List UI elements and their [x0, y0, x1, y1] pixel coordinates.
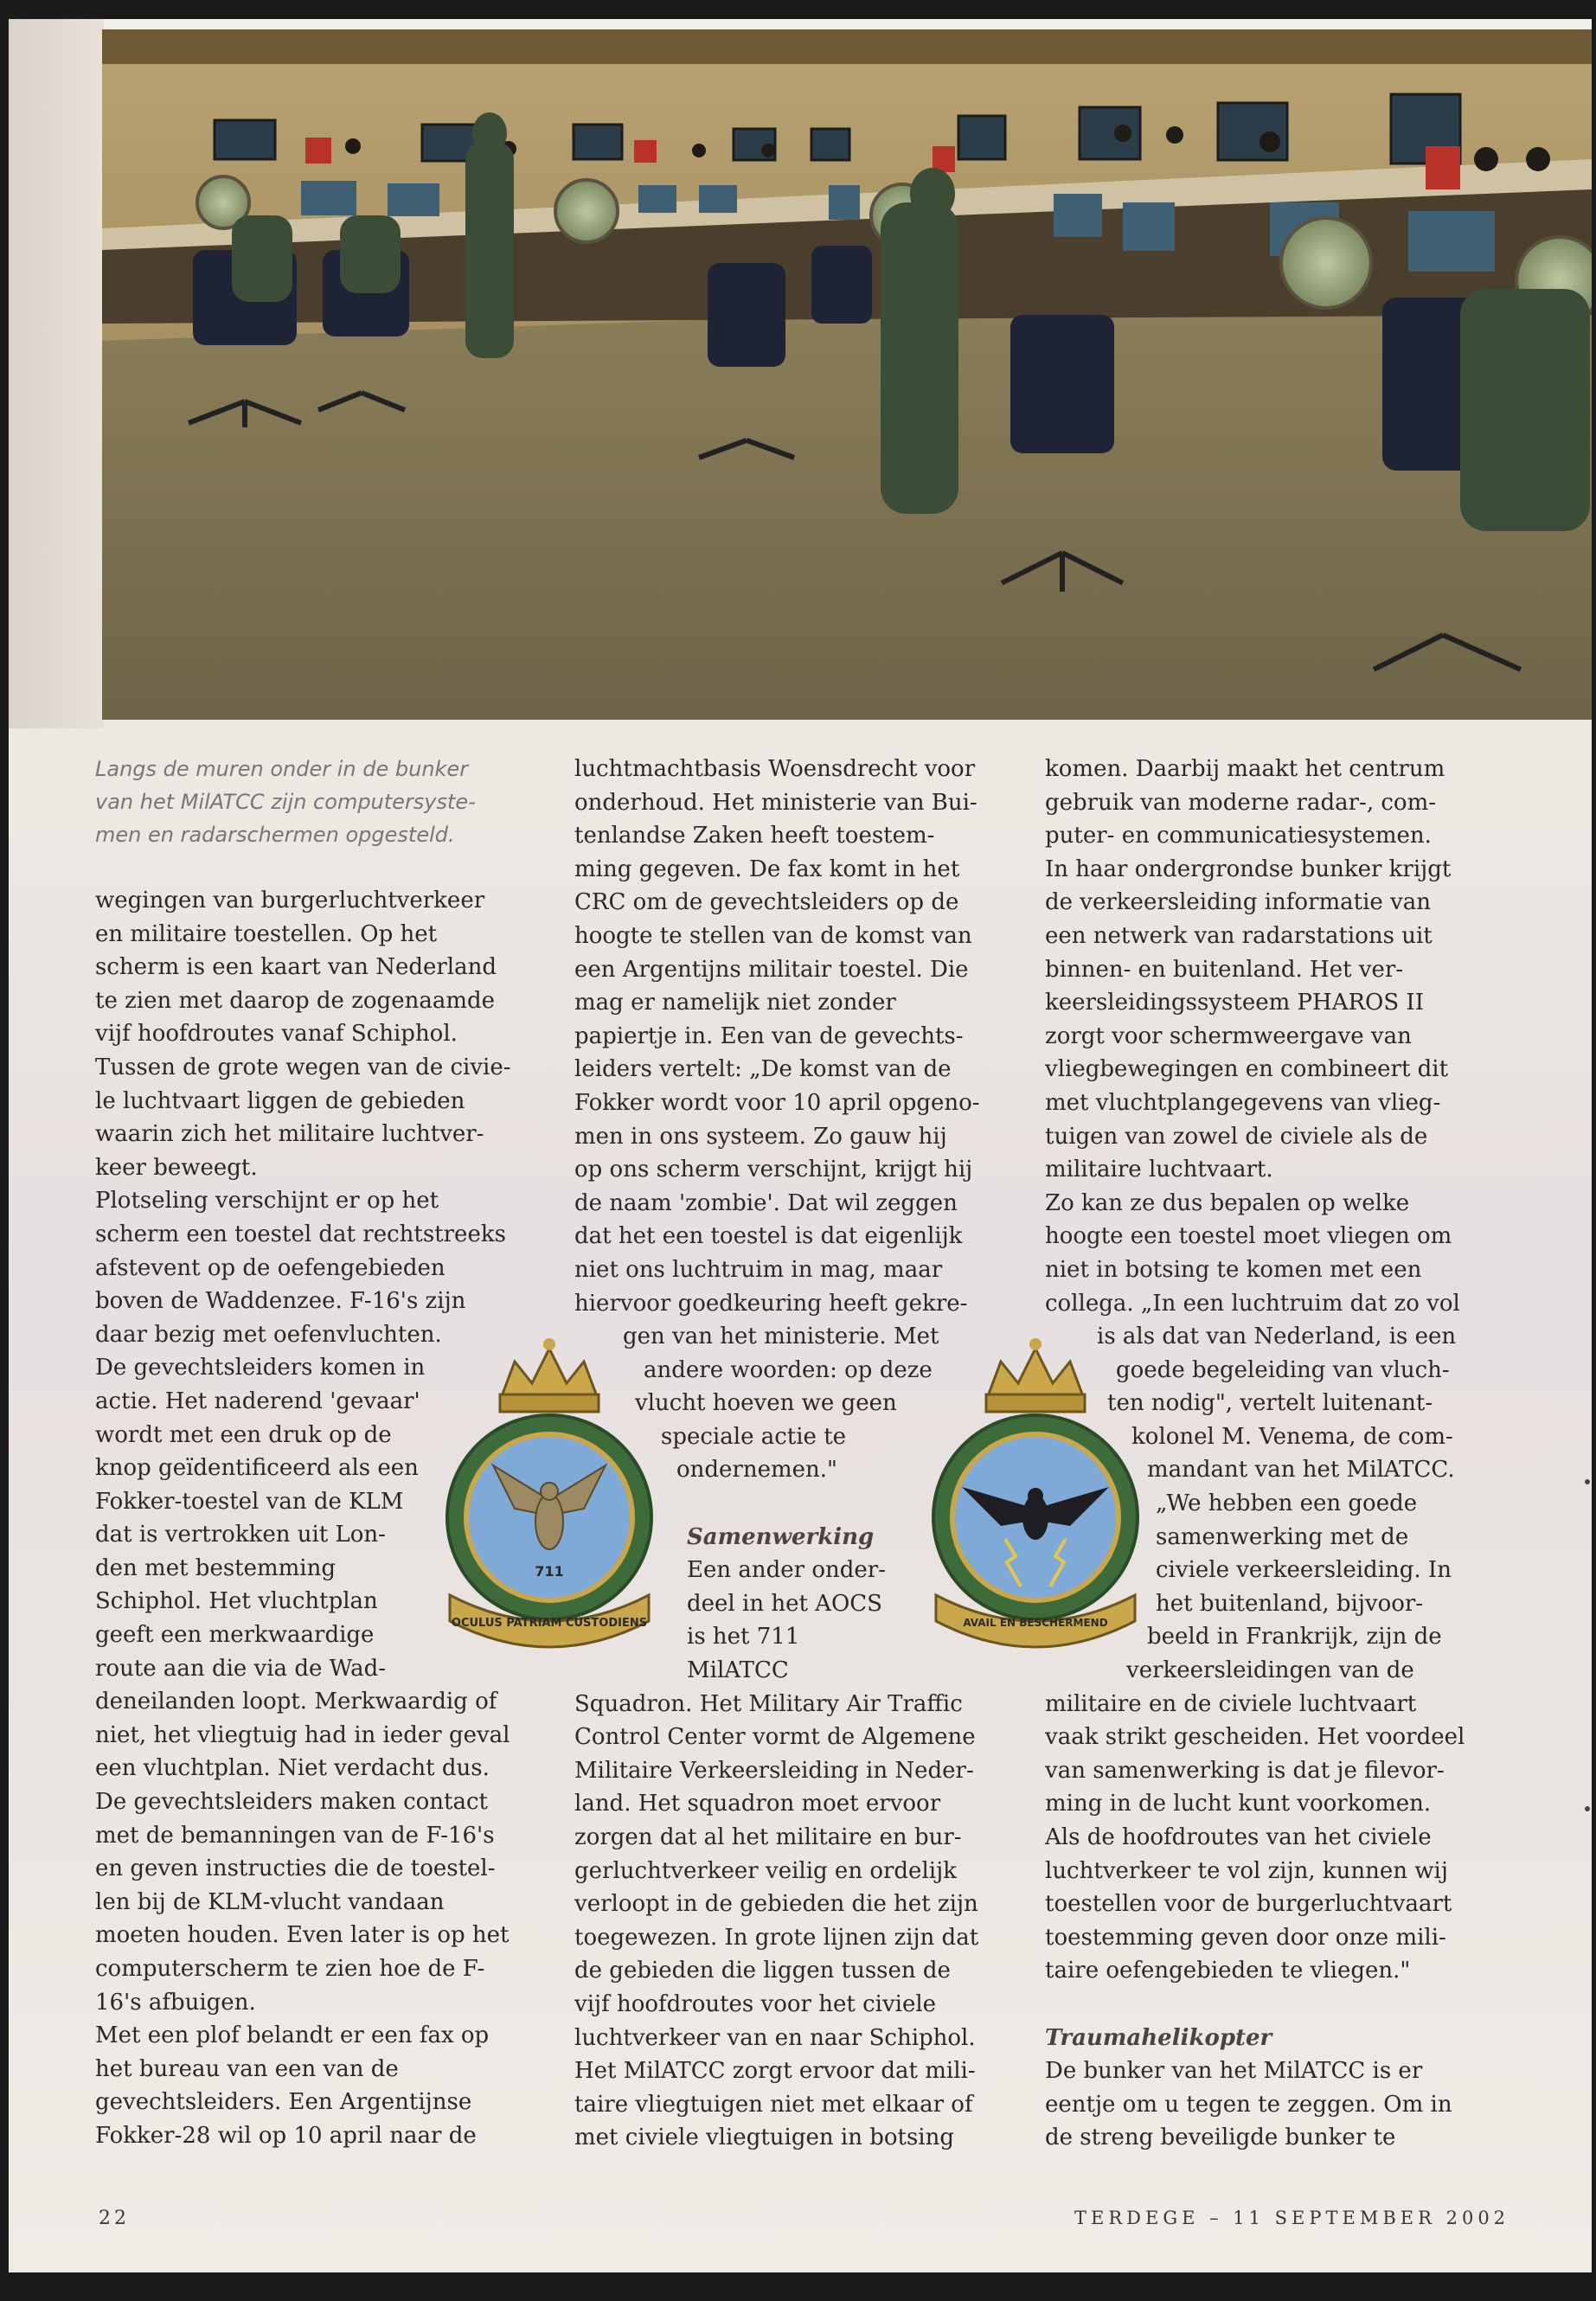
text-line: route aan die via de Wad- — [95, 1655, 387, 1682]
text-line: mandant van het MilATCC. — [1147, 1457, 1455, 1484]
text-line: hiervoor goedkeuring heeft gekre- — [574, 1290, 968, 1317]
text-line: zorgen dat al het militaire en bur- — [574, 1824, 962, 1850]
text-line: zorgt voor schermweergave van — [1045, 1022, 1412, 1049]
text-line: keersleidingssysteem PHAROS II — [1045, 990, 1424, 1016]
text-line: moeten houden. Even later is op het — [95, 1922, 510, 1949]
text-line: puter- en communicatiesystemen. — [1045, 823, 1432, 849]
text-line: De gevechtsleiders komen in — [95, 1355, 426, 1381]
text-line: Fokker-28 wil op 10 april naar de — [95, 2122, 477, 2149]
text-line: gevechtsleiders. Een Argentijnse — [95, 2089, 472, 2116]
text-line: De gevechtsleiders maken contact — [95, 1789, 489, 1816]
text-line: van samenwerking is dat je filevor- — [1045, 1757, 1445, 1784]
text-line: hoogte een toestel moet vliegen om — [1045, 1223, 1452, 1250]
text-line: samenwerking met de — [1156, 1523, 1409, 1550]
crown-icon — [500, 1338, 599, 1412]
text-line: de naam 'zombie'. Dat wil zeggen — [574, 1189, 958, 1216]
text-line: eentje om u tegen te zeggen. Om in — [1045, 2091, 1452, 2118]
text-line: een Argentijns militair toestel. Die — [574, 956, 969, 983]
text-line: Als de hoofdroutes van het civiele — [1045, 1824, 1432, 1850]
text-line: een vluchtplan. Niet verdacht dus. — [95, 1755, 490, 1782]
text-line: Plotseling verschijnt er op het — [95, 1188, 439, 1215]
text-line: men in ons systeem. Zo gauw hij — [574, 1123, 947, 1150]
text-line: taire vliegtuigen niet met elkaar of — [574, 2091, 973, 2118]
text-line: knop geïdentificeerd als een — [95, 1455, 419, 1482]
emblem-number: 711 — [535, 1563, 564, 1580]
text-line: mag er namelijk niet zonder — [574, 990, 896, 1016]
text-line: gen van het ministerie. Met — [623, 1324, 939, 1350]
text-line: de streng beveiligde bunker te — [1045, 2125, 1396, 2151]
text-line: leiders vertelt: „De komst van de — [574, 1056, 952, 1083]
text-line: waarin zich het militaire luchtver- — [95, 1121, 484, 1148]
text-line: geeft een merkwaardige — [95, 1622, 375, 1649]
text-line: te zien met daarop de zogenaamde — [95, 987, 496, 1014]
text-line — [1045, 1988, 1465, 2022]
page-mark — [1585, 1806, 1590, 1811]
text-line: computerscherm te zien hoe de F- — [95, 1956, 485, 1982]
text-line: verloopt in de gebieden die het zijn — [574, 1891, 978, 1918]
text-line: vlucht hoeven we geen — [635, 1390, 897, 1417]
text-line: Squadron. Het Military Air Traffic — [574, 1690, 963, 1717]
text-line: militaire en de civiele luchtvaart — [1045, 1690, 1417, 1717]
text-line: gebruik van moderne radar-, com- — [1045, 789, 1437, 816]
text-line: actie. Het naderend 'gevaar' — [95, 1388, 420, 1414]
text-line: luchtverkeer te vol zijn, kunnen wij — [1045, 1857, 1448, 1884]
control-room-photo — [102, 29, 1592, 720]
text-line: 16's afbuigen. — [95, 1989, 256, 2016]
text-line: met vluchtplangegevens van vlieg- — [1045, 1089, 1441, 1116]
text-line: vijf hoofdroutes vanaf Schiphol. — [95, 1021, 458, 1048]
squadron-711-emblem — [433, 1336, 666, 1664]
text-line: De bunker van het MilATCC is er — [1045, 2058, 1423, 2085]
text-line: Control Center vormt de Algemene — [574, 1724, 976, 1751]
text-line: deel in het AOCS — [687, 1590, 882, 1617]
text-line: scherm een toestel dat rechtstreeks — [95, 1221, 506, 1247]
text-line: de verkeersleiding informatie van — [1045, 889, 1431, 916]
text-line: boven de Waddenzee. F-16's zijn — [95, 1288, 466, 1315]
squadron-emblem-2 — [919, 1336, 1152, 1664]
photo-caption: Langs de muren onder in de bunker van het MilATCC zijn computersyste- men en radarschermen opgesteld. — [95, 757, 476, 847]
page-number: 22 — [99, 2208, 130, 2229]
text-line: luchtmachtbasis Woensdrecht voor — [574, 756, 976, 782]
text-line: civiele verkeersleiding. In — [1156, 1557, 1452, 1584]
text-line: op ons scherm verschijnt, krijgt hij — [574, 1157, 973, 1183]
text-line: militaire luchtvaart. — [1045, 1157, 1273, 1183]
text-line: ming in de lucht kunt voorkomen. — [1045, 1791, 1432, 1817]
text-line: wordt met een druk op de — [95, 1421, 392, 1448]
text-line: vaak strikt gescheiden. Het voordeel — [1045, 1724, 1465, 1751]
text-line: de gebieden die liggen tussen de — [574, 1958, 951, 1984]
text-line: speciale actie te — [661, 1423, 847, 1450]
text-line: komen. Daarbij maakt het centrum — [1045, 756, 1445, 782]
text-line: een netwerk van radarstations uit — [1045, 922, 1433, 949]
text-line: Militaire Verkeersleiding in Neder- — [574, 1757, 974, 1784]
text-line: met civiele vliegtuigen in botsing — [574, 2125, 955, 2151]
section-heading-traumahelikopter: Traumahelikopter — [1045, 2024, 1272, 2051]
text-line: verkeersleidingen van de — [1126, 1657, 1414, 1684]
text-line: Fokker-toestel van de KLM — [95, 1488, 404, 1515]
section-heading-samenwerking: Samenwerking — [687, 1523, 875, 1550]
emblem-label: AVAIL EN BESCHERMEND — [963, 1617, 1108, 1629]
text-line: Een ander onder- — [687, 1557, 886, 1584]
text-line: andere woorden: op deze — [644, 1356, 933, 1383]
text-line: Zo kan ze dus bepalen op welke — [1045, 1189, 1410, 1216]
text-line: CRC om de gevechtsleiders op de — [574, 889, 959, 916]
text-line: Schiphol. Het vluchtplan — [95, 1588, 378, 1615]
text-line: len bij de KLM-vlucht vandaan — [95, 1888, 445, 1915]
text-line: kolonel M. Venema, de com- — [1131, 1423, 1453, 1450]
text-line: dat het een toestel is dat eigenlijk — [574, 1223, 963, 1250]
crown-icon — [986, 1338, 1085, 1412]
text-line: niet ons luchtruim in mag, maar — [574, 1256, 943, 1283]
text-line: afstevent op de oefengebieden — [95, 1254, 445, 1281]
text-line: scherm is een kaart van Nederland — [95, 954, 497, 981]
text-line: is het 711 — [687, 1624, 800, 1650]
text-line: Tussen de grote wegen van de civie- — [95, 1054, 511, 1080]
text-line: vijf hoofdroutes voor het civiele — [574, 1990, 937, 2017]
text-line: dat is vertrokken uit Lon- — [95, 1522, 386, 1548]
text-line: toestemming geven door onze mili- — [1045, 1924, 1446, 1951]
text-line: le luchtvaart liggen de gebieden — [95, 1087, 465, 1114]
text-line: ming gegeven. De fax komt in het — [574, 856, 960, 882]
text-line: met de bemanningen van de F-16's — [95, 1822, 495, 1849]
text-line: vliegbewegingen en combineert dit — [1045, 1056, 1449, 1083]
text-line: MilATCC — [687, 1657, 789, 1684]
text-line: het buitenland, bijvoor- — [1156, 1590, 1424, 1617]
text-line: niet in botsing te komen met een — [1045, 1256, 1422, 1283]
text-line: Met een plof belandt er een fax op — [95, 2022, 490, 2049]
text-line: land. Het squadron moet ervoor — [574, 1791, 941, 1817]
text-line: ondernemen." — [676, 1457, 837, 1484]
emblem-motto: OCULUS PATRIAM CUSTODIENS — [451, 1617, 648, 1630]
text-line: toegewezen. In grote lijnen zijn dat — [574, 1924, 979, 1951]
text-line: onderhoud. Het ministerie van Bui- — [574, 789, 977, 816]
text-line: niet, het vliegtuig had in ieder geval — [95, 1721, 510, 1748]
text-line: taire oefengebieden te vliegen." — [1045, 1958, 1411, 1984]
text-line: deneilanden loopt. Merkwaardig of — [95, 1689, 497, 1715]
text-line: en geven instructies die de toestel- — [95, 1856, 496, 1882]
text-line: en militaire toestellen. Op het — [95, 920, 438, 947]
text-line: Fokker wordt voor 10 april opgeno- — [574, 1089, 980, 1116]
text-line: het bureau van een van de — [95, 2055, 399, 2082]
text-line: „We hebben een goede — [1156, 1490, 1418, 1517]
text-line: den met bestemming — [95, 1554, 337, 1581]
text-line: daar bezig met oefenvluchten. — [95, 1321, 442, 1348]
publication-footer: TERDEGE – 11 SEPTEMBER 2002 — [1074, 2208, 1510, 2228]
text-line: hoogte te stellen van de komst van — [574, 922, 972, 949]
text-line: binnen- en buitenland. Het ver- — [1045, 956, 1404, 983]
text-line: gerluchtverkeer veilig en ordelijk — [574, 1857, 957, 1884]
magazine-page — [9, 19, 1592, 2272]
text-line: papiertje in. Een van de gevechts- — [574, 1022, 964, 1049]
text-line: tenlandse Zaken heeft toestem- — [574, 823, 935, 849]
page-edge — [9, 19, 104, 728]
page-mark — [1585, 1479, 1590, 1484]
text-line: is als dat van Nederland, is een — [1097, 1324, 1457, 1350]
text-line: toestellen voor de burgerluchtvaart — [1045, 1891, 1452, 1918]
text-line: Het MilATCC zorgt ervoor dat mili- — [574, 2058, 976, 2085]
text-line: goede begeleiding van vluch- — [1116, 1356, 1450, 1383]
text-line: collega. „In een luchtruim dat zo vol — [1045, 1290, 1460, 1317]
text-line: keer beweegt. — [95, 1154, 258, 1181]
text-line: wegingen van burgerluchtverkeer — [95, 888, 485, 913]
text-line: In haar ondergrondse bunker krijgt — [1045, 856, 1452, 882]
text-line: tuigen van zowel de civiele als de — [1045, 1123, 1428, 1150]
text-line: ten nodig", vertelt luitenant- — [1107, 1390, 1433, 1417]
text-line: luchtverkeer van en naar Schiphol. — [574, 2024, 976, 2051]
text-line: beeld in Frankrijk, zijn de — [1147, 1624, 1442, 1650]
